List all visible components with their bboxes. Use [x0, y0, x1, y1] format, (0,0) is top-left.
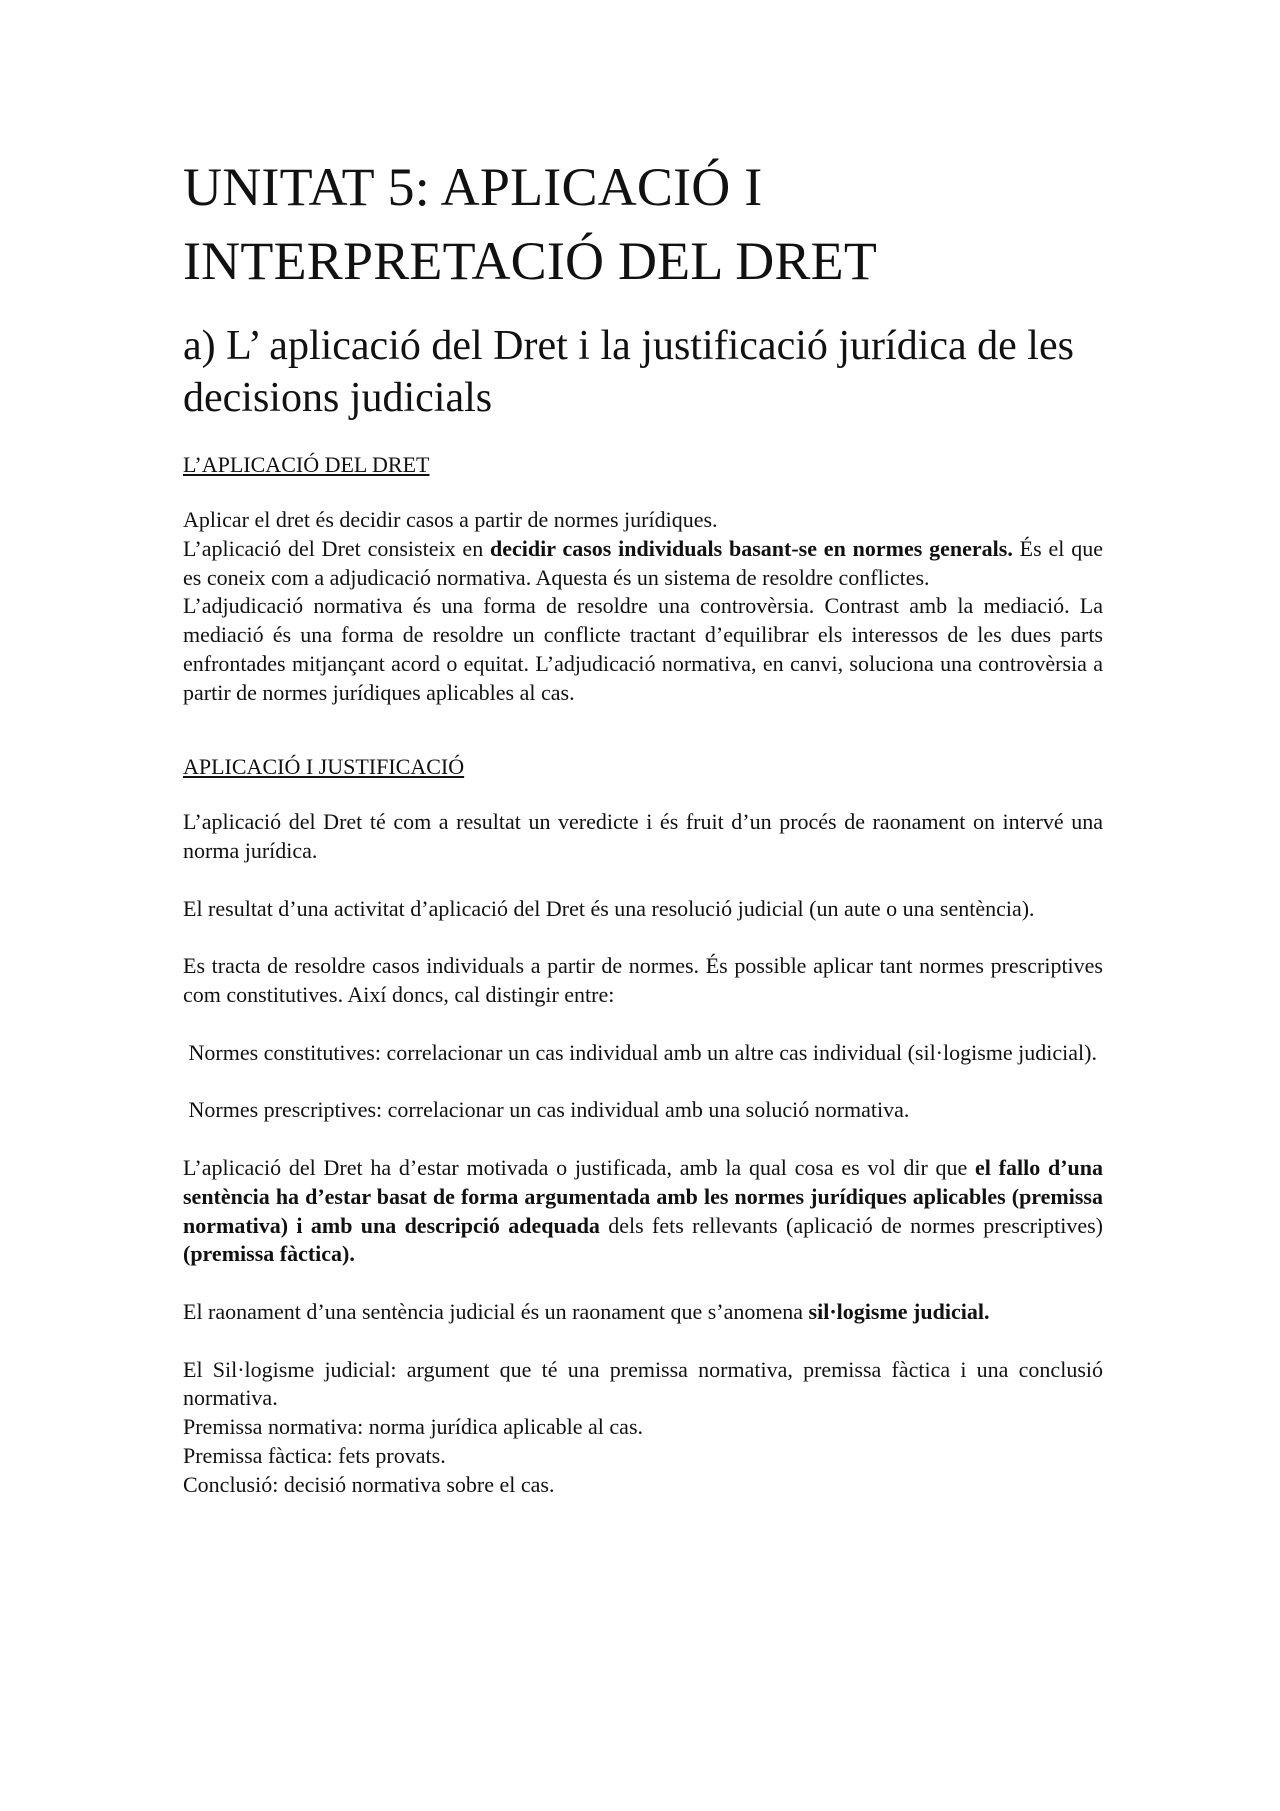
paragraph-raonament: El raonament d’una sentència judicial és un raonament que s’anomena sil·logisme judicial. [183, 1298, 990, 1324]
paragraph-adjudicacio: L’adjudicació normativa és una forma de resoldre una controvèrsia. Contrast amb la mediació. La mediació és una forma de resoldre un conflicte tractant d’equilibrar els interessos de les dues parts enfrontades mitjançant acord o equitat. L’adjudicació normativa, en canvi, soluciona una controvèrsia a partir de normes jurídiques aplicables al cas. [183, 593, 1103, 705]
paragraph-definition: Aplicar el dret és decidir casos a partir de normes jurídiques. [183, 507, 718, 532]
heading-aplicacio-justificacio: APLICACIÓ I JUSTIFICACIÓ [183, 754, 465, 780]
paragraph-resolucio: El resultat d’una activitat d’aplicació del Dret és una resolució judicial (un aute o una sentència). [183, 895, 1035, 921]
paragraph-premissa-factica: Premissa fàctica: fets provats. [183, 1442, 446, 1468]
bold-phrase: (premissa fàctica). [183, 1241, 355, 1267]
bold-phrase: sil·logisme judicial. [808, 1298, 990, 1324]
paragraph-premissa-normativa: Premissa normativa: norma jurídica aplicable al cas. [183, 1414, 644, 1440]
section-a-title: a) L’ aplicació del Dret i la justificació jurídica de les decisions judicials [183, 323, 1074, 421]
bold-phrase: decidir casos individuals basant-se en normes generals. [490, 535, 1013, 561]
paragraph-sillogisme: El Sil·logisme judicial: argument que té una premissa normativa, premissa fàctica i una conclusió normativa. [183, 1356, 1103, 1411]
paragraph-normes-prescriptives: Normes prescriptives: correlacionar un cas individual amb una solució normativa. [183, 1097, 910, 1123]
paragraph-normes: Es tracta de resoldre casos individuals a partir de normes. És possible aplicar tant normes prescriptives com constitutives. Així doncs, cal distingir entre: [183, 953, 1103, 1008]
paragraph-motivacio: L’aplicació del Dret ha d’estar motivada o justificada, amb la qual cosa es vol dir que el fallo d’una sentència ha d’estar basat de forma argumentada amb les normes jurídiques aplicables (premissa normativa) i amb una descripció adequada dels fets rellevants (aplicació de normes prescriptives) (premissa fàctica). [183, 1154, 1103, 1267]
paragraph-veredicte: L’aplicació del Dret té com a resultat un veredicte i és fruit d’un procés de raonament on intervé una norma jurídica. [183, 809, 1103, 864]
document-page [183, 150, 1103, 1500]
document-title: UNITAT 5: APLICACIÓ I INTERPRETACIÓ DEL DRET [183, 157, 878, 291]
bold-phrase: el fallo d’una sentència ha d’estar basat de forma argumentada amb les normes jurídiques aplicables (premissa normativa) i amb una descripció adequada [183, 1154, 1103, 1238]
paragraph-conclusio: Conclusió: decisió normativa sobre el cas. [183, 1471, 555, 1497]
paragraph-normes-constitutives: Normes constitutives: correlacionar un cas individual amb un altre cas individual (sil·logisme judicial). [183, 1039, 1097, 1065]
heading-aplicacio-del-dret: L’APLICACIÓ DEL DRET [183, 452, 430, 477]
paragraph-aplicacio: L’aplicació del Dret consisteix en decidir casos individuals basant-se en normes generals. És el que es coneix com a adjudicació normativa. Aquesta és un sistema de resoldre conflictes. [183, 535, 1103, 590]
